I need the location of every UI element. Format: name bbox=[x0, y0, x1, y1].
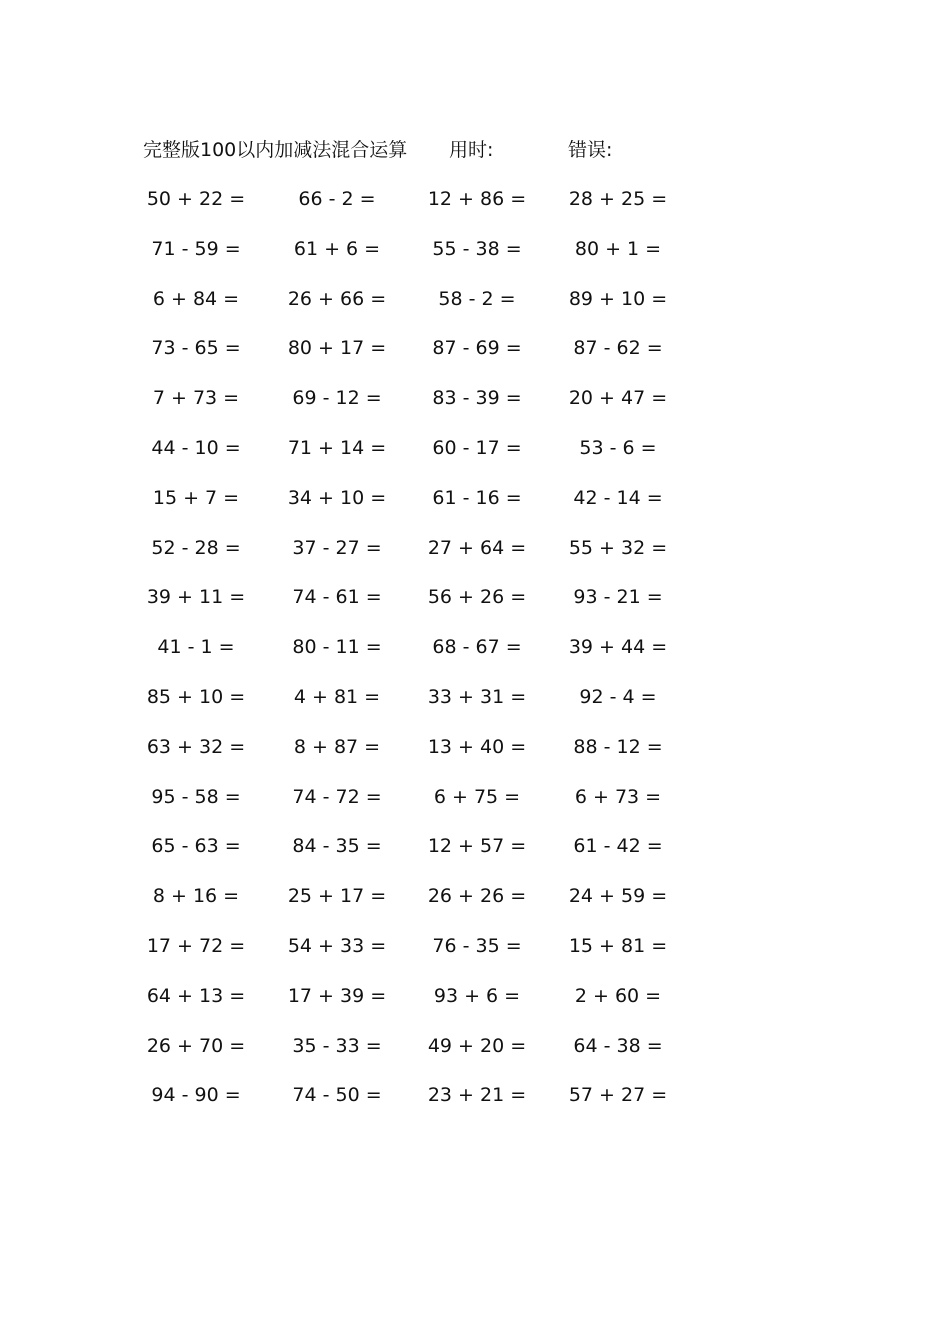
problem-grid bbox=[146, 185, 670, 1131]
problem-row bbox=[150, 633, 670, 683]
math-problem: 44 - 10 = bbox=[151, 436, 241, 459]
problem-row bbox=[150, 783, 670, 833]
errors-label: 错误: bbox=[568, 139, 613, 161]
problem-row bbox=[146, 932, 670, 982]
math-problem: 64 - 38 = bbox=[573, 1034, 663, 1057]
math-problem: 69 - 12 = bbox=[292, 387, 382, 410]
math-problem: 60 - 17 = bbox=[432, 436, 522, 459]
math-problem: 20 + 47 = bbox=[568, 387, 668, 410]
problem-row bbox=[146, 982, 670, 1032]
problem-row bbox=[150, 484, 670, 534]
math-problem: 57 + 27 = bbox=[568, 1084, 668, 1107]
math-problem: 83 - 39 = bbox=[432, 387, 522, 410]
math-problem: 17 + 72 = bbox=[146, 934, 246, 957]
problem-row bbox=[150, 1081, 670, 1131]
math-problem: 37 - 27 = bbox=[292, 536, 382, 559]
math-problem: 13 + 40 = bbox=[427, 735, 527, 758]
math-problem: 8 + 16 = bbox=[152, 885, 240, 908]
math-problem: 23 + 21 = bbox=[427, 1084, 527, 1107]
math-problem: 6 + 75 = bbox=[433, 785, 521, 808]
math-problem: 2 + 60 = bbox=[574, 984, 662, 1007]
time-label: 用时: bbox=[449, 139, 494, 161]
problem-row bbox=[146, 733, 670, 783]
math-problem: 66 - 2 = bbox=[298, 188, 376, 210]
math-problem: 25 + 17 = bbox=[287, 885, 387, 908]
math-problem: 6 + 73 = bbox=[574, 785, 662, 808]
math-problem: 64 + 13 = bbox=[146, 984, 246, 1007]
math-problem: 8 + 87 = bbox=[293, 735, 381, 758]
math-problem: 27 + 64 = bbox=[427, 536, 527, 559]
math-problem: 68 - 67 = bbox=[432, 636, 522, 659]
math-problem: 88 - 12 = bbox=[573, 735, 663, 758]
math-problem: 80 - 11 = bbox=[292, 636, 382, 659]
math-problem: 61 - 16 = bbox=[432, 486, 522, 509]
worksheet-title: 完整版100以内加减法混合运算 bbox=[143, 139, 408, 161]
math-problem: 26 + 66 = bbox=[287, 287, 387, 310]
math-problem: 74 - 72 = bbox=[292, 785, 382, 808]
math-problem: 71 - 59 = bbox=[151, 237, 241, 260]
math-problem: 74 - 50 = bbox=[292, 1084, 382, 1107]
math-problem: 85 + 10 = bbox=[146, 685, 246, 708]
math-problem: 4 + 81 = bbox=[293, 685, 381, 708]
math-problem: 93 - 21 = bbox=[573, 586, 663, 609]
math-problem: 71 + 14 = bbox=[287, 436, 387, 459]
problem-row bbox=[150, 882, 670, 932]
math-problem: 24 + 59 = bbox=[568, 885, 668, 908]
math-problem: 74 - 61 = bbox=[292, 586, 382, 609]
math-problem: 84 - 35 = bbox=[292, 835, 382, 858]
problem-row bbox=[146, 1032, 670, 1082]
math-problem: 49 + 20 = bbox=[427, 1034, 527, 1057]
math-problem: 7 + 73 = bbox=[152, 387, 240, 410]
math-problem: 28 + 25 = bbox=[568, 188, 668, 210]
math-problem: 15 + 7 = bbox=[152, 486, 240, 509]
math-problem: 94 - 90 = bbox=[151, 1084, 241, 1107]
math-problem: 15 + 81 = bbox=[568, 934, 668, 957]
math-problem: 50 + 22 = bbox=[146, 188, 246, 210]
math-problem: 63 + 32 = bbox=[146, 735, 246, 758]
math-problem: 58 - 2 = bbox=[438, 287, 516, 310]
math-problem: 54 + 33 = bbox=[287, 934, 387, 957]
math-problem: 76 - 35 = bbox=[432, 934, 522, 957]
problem-row bbox=[146, 583, 670, 633]
math-problem: 41 - 1 = bbox=[157, 636, 235, 659]
math-problem: 80 + 1 = bbox=[574, 237, 662, 260]
math-problem: 42 - 14 = bbox=[573, 486, 663, 509]
math-problem: 95 - 58 = bbox=[151, 785, 241, 808]
math-problem: 52 - 28 = bbox=[151, 536, 241, 559]
math-problem: 17 + 39 = bbox=[287, 984, 387, 1007]
math-problem: 89 + 10 = bbox=[568, 287, 668, 310]
math-problem: 12 + 86 = bbox=[427, 188, 527, 210]
math-problem: 34 + 10 = bbox=[287, 486, 387, 509]
math-problem: 61 + 6 = bbox=[293, 237, 381, 260]
math-problem: 73 - 65 = bbox=[151, 337, 241, 360]
problem-row bbox=[150, 832, 670, 882]
math-problem: 87 - 69 = bbox=[432, 337, 522, 360]
math-problem: 56 + 26 = bbox=[427, 586, 527, 609]
math-problem: 33 + 31 = bbox=[427, 685, 527, 708]
math-problem: 93 + 6 = bbox=[433, 984, 521, 1007]
problem-row bbox=[150, 285, 670, 335]
math-problem: 87 - 62 = bbox=[573, 337, 663, 360]
problem-row bbox=[150, 534, 670, 584]
math-problem: 6 + 84 = bbox=[152, 287, 240, 310]
problem-row bbox=[146, 683, 670, 733]
math-problem: 35 - 33 = bbox=[292, 1034, 382, 1057]
math-problem: 80 + 17 = bbox=[287, 337, 387, 360]
math-problem: 55 + 32 = bbox=[568, 536, 668, 559]
math-problem: 39 + 11 = bbox=[146, 586, 246, 609]
problem-row bbox=[146, 185, 670, 235]
math-problem: 53 - 6 = bbox=[579, 436, 657, 459]
problem-row bbox=[150, 434, 670, 484]
math-problem: 12 + 57 = bbox=[427, 835, 527, 858]
math-problem: 39 + 44 = bbox=[568, 636, 668, 659]
math-problem: 26 + 70 = bbox=[146, 1034, 246, 1057]
math-problem: 65 - 63 = bbox=[151, 835, 241, 858]
math-problem: 92 - 4 = bbox=[579, 685, 657, 708]
math-problem: 26 + 26 = bbox=[427, 885, 527, 908]
problem-row bbox=[150, 235, 670, 285]
math-problem: 55 - 38 = bbox=[432, 237, 522, 260]
problem-row bbox=[150, 334, 670, 384]
worksheet-header bbox=[143, 137, 663, 163]
problem-row bbox=[150, 384, 670, 434]
math-problem: 61 - 42 = bbox=[573, 835, 663, 858]
